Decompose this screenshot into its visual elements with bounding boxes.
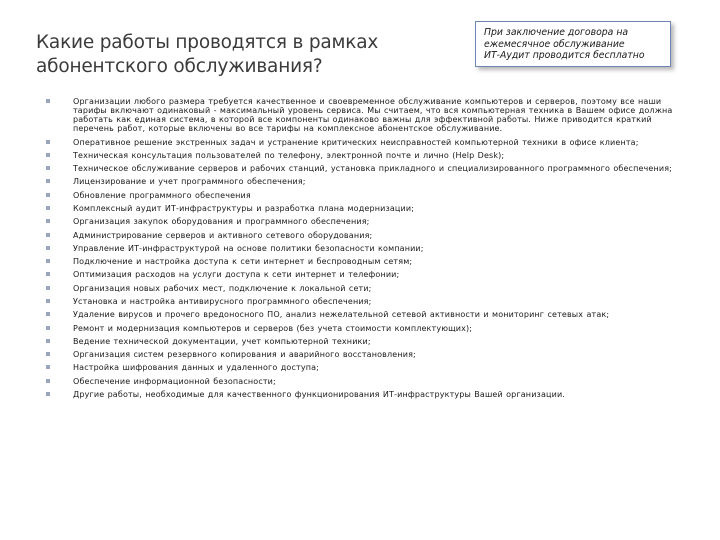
list-item: [46, 97, 676, 133]
square-bullet-icon: [46, 259, 50, 263]
list-item-text: Организации любого размера требуется качественное и своевременное обслуживание компьютеров и серверов, поэтому все наши тарифы включают одинаковый - максимальный уровень сервиса. Мы считаем, что вся компьютерная техника в Вашем офисе должна работать как единая система, в которой все компоненты одинаково важны для эффективной работы. Ниже приводится краткий перечень работ, которые включены во все тарифы на комплексное абонентское обслуживание.: [73, 97, 673, 134]
list-item: [46, 257, 676, 266]
list-item-text: Лицензирование и учет программного обеспечения;: [73, 177, 306, 187]
square-bullet-icon: [46, 179, 50, 183]
callout-line-1: При заключение договора на: [484, 27, 629, 38]
list-item: [46, 297, 676, 306]
list-item-text: Оптимизация расходов на услуги доступа к сети интернет и телефонии;: [73, 270, 400, 280]
list-item: [46, 164, 676, 173]
list-item: [46, 363, 676, 372]
square-bullet-icon: [46, 206, 50, 210]
list-item-text: Установка и настройка антивирусного программного обеспечения;: [73, 296, 372, 306]
square-bullet-icon: [46, 326, 50, 330]
list-item: [46, 337, 676, 346]
list-item: [46, 138, 676, 147]
page-title: [36, 31, 446, 79]
square-bullet-icon: [46, 153, 50, 157]
list-item-text: Удаление вирусов и прочего вредоносного ПО, анализ нежелательной сетевой активности и мониторинг сетевых атак;: [73, 310, 610, 320]
free-audit-callout: [475, 21, 671, 67]
list-item: [46, 310, 676, 319]
list-item-text: Техническая консультация пользователей по телефону, электронной почте и лично (Help Desk);: [73, 150, 505, 160]
list-item-text: Подключение и настройка доступа к сети интернет и беспроводным сетям;: [73, 257, 413, 267]
list-item-text: Комплексный аудит ИТ-инфраструктуры и разработка плана модернизации;: [73, 203, 415, 213]
list-item: [46, 244, 676, 253]
list-item: [46, 217, 676, 226]
list-item: [46, 177, 676, 186]
list-item-text: Техническое обслуживание серверов и рабочих станций, установка прикладного и специализированного программного обеспечения;: [73, 164, 673, 174]
square-bullet-icon: [46, 339, 50, 343]
square-bullet-icon: [46, 365, 50, 369]
callout-line-2: ежемесячное обслуживание: [484, 38, 625, 50]
list-item-text: Ремонт и модернизация компьютеров и серверов (без учета стоимости комплектующих);: [73, 323, 473, 333]
services-list: [46, 97, 676, 403]
title-line-1: Какие работы проводятся в рамках: [36, 32, 379, 53]
list-item-text: Организация закупок оборудования и программного обеспечения;: [73, 217, 370, 227]
list-item-text: Оперативное решение экстренных задач и устранение критических неисправностей компьютерной техники в офисе клиента;: [73, 137, 639, 147]
list-item-text: Другие работы, необходимые для качественного функционирования ИТ-инфраструктуры Вашей организации.: [73, 389, 565, 399]
list-item-text: Обновление программного обеспечения: [73, 190, 251, 200]
list-item: [46, 350, 676, 359]
square-bullet-icon: [46, 99, 50, 103]
list-item-text: Организация систем резервного копирования и аварийного восстановления;: [73, 350, 416, 360]
list-item: [46, 390, 676, 399]
square-bullet-icon: [46, 299, 50, 303]
list-item-text: Ведение технической документации, учет компьютерной техники;: [73, 336, 371, 346]
square-bullet-icon: [46, 193, 50, 197]
title-line-2: абонентского обслуживания?: [36, 56, 323, 77]
square-bullet-icon: [46, 392, 50, 396]
square-bullet-icon: [46, 312, 50, 316]
list-item: [46, 284, 676, 293]
list-item-text: Управление ИТ-инфраструктурой на основе политики безопасности компании;: [73, 243, 424, 253]
list-item-text: Администрирование серверов и активного сетевого оборудования;: [73, 230, 373, 240]
list-item: [46, 151, 676, 160]
square-bullet-icon: [46, 272, 50, 276]
square-bullet-icon: [46, 140, 50, 144]
square-bullet-icon: [46, 166, 50, 170]
list-item: [46, 191, 676, 200]
square-bullet-icon: [46, 233, 50, 237]
list-item-text: Организация новых рабочих мест, подключение к локальной сети;: [73, 283, 372, 293]
list-item: [46, 270, 676, 279]
list-item: [46, 231, 676, 240]
list-item-text: Настройка шифрования данных и удаленного доступа;: [73, 363, 319, 373]
list-item: [46, 324, 676, 333]
square-bullet-icon: [46, 379, 50, 383]
list-item-text: Обеспечение информационной безопасности;: [73, 376, 276, 386]
square-bullet-icon: [46, 219, 50, 223]
list-item: [46, 377, 676, 386]
list-item: [46, 204, 676, 213]
square-bullet-icon: [46, 246, 50, 250]
callout-line-3: ИТ-Аудит проводится бесплатно: [484, 50, 645, 61]
square-bullet-icon: [46, 286, 50, 290]
square-bullet-icon: [46, 352, 50, 356]
